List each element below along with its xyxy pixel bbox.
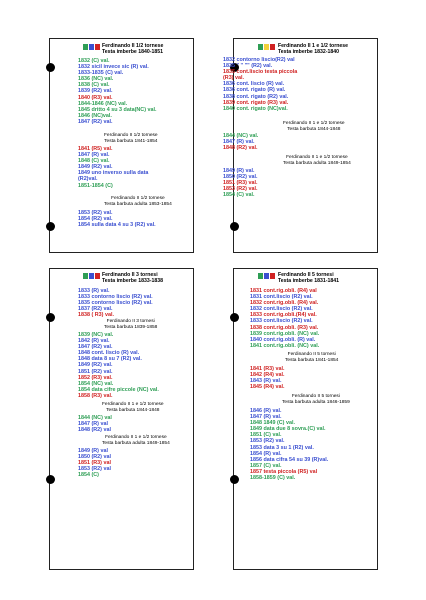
- list-item: 1842 (R) val.: [78, 338, 110, 345]
- binder-hole: [46, 222, 55, 231]
- section-header: Ferdinando II 5 tornesi Testa barbuta adulta 1846-1859: [282, 394, 350, 405]
- card-subtitle: Testa imberbe 1831-1841: [278, 278, 340, 284]
- list-item: 1841 (R3) val.: [250, 366, 285, 372]
- list-item: 1854 (R2) val.: [78, 216, 113, 223]
- section-lines: [250, 366, 284, 390]
- list-item: 1840 cont. rigato (NC)val.: [223, 105, 288, 112]
- section-header: Ferdinando II 1 e 1/2 tornese Testa barbuta adulta 1849-1854: [283, 155, 351, 166]
- card-title: Ferdinando II 5 tornesi: [278, 272, 334, 278]
- list-item: 1846 (NC)val.: [78, 112, 112, 119]
- list-item: 1847 (R) val.: [250, 414, 282, 421]
- list-item: 1851-1854 (C): [78, 182, 113, 189]
- binder-hole: [46, 475, 55, 484]
- list-item: 1838 (C) val.: [78, 82, 110, 89]
- binder-hole: [46, 63, 55, 72]
- list-item: 1833 cont.liscio (R2) val.: [250, 318, 313, 325]
- section-lines: [223, 57, 297, 112]
- list-item: 1833 (R) val.: [78, 288, 110, 294]
- card-half-tornese: [49, 38, 194, 253]
- binder-hole: [46, 313, 55, 322]
- list-item: 1848 (R2) val.: [223, 145, 258, 152]
- list-item: 1833 contorno liscio (R2) val.: [78, 294, 153, 301]
- section-header: Ferdinando II 1/2 tornese Testa barbuta adulta 1853-1854: [104, 196, 172, 207]
- list-item: 1835 contorno liscio (R2) val.: [78, 300, 153, 307]
- list-item: 1841 (R5) val.: [78, 146, 113, 152]
- flag-icon: [83, 273, 100, 279]
- list-item: 1857 testa piccola (R5) val: [250, 468, 318, 475]
- list-item: 1836 (NC) val.: [78, 76, 114, 83]
- list-item: 1844 (NC) val: [78, 415, 112, 421]
- section-header: Ferdinando II 1/2 tornese Testa barbuta 1841-1854: [104, 133, 158, 144]
- list-item: 1839 cont.rig.obli. (NC) val.: [250, 330, 320, 337]
- list-item: 1831 cont.liscio (R2) val.: [250, 294, 313, 301]
- list-item: 1840 cont.rig.obli. (R) val.: [250, 336, 316, 343]
- list-item: 1839 cont. rigato (R3) val.: [223, 99, 289, 106]
- list-item: 1836 cont. rigato (R) val.: [223, 87, 286, 94]
- list-item: 1843 (R) val.: [250, 378, 282, 385]
- list-item: 1845 (R4) val.: [250, 384, 285, 391]
- list-item: 1849 (R) val: [78, 448, 108, 454]
- list-item: 1840 (R3) val.: [78, 94, 113, 101]
- list-item: 1851 (R3) val: [78, 460, 111, 467]
- list-item: 1853 (R2) val.: [250, 438, 285, 445]
- card-subtitle: Testa imberbe 1840-1851: [102, 49, 164, 55]
- card-subtitle: Testa imberbe 1832-1840: [278, 49, 340, 55]
- list-item: 1837 (R2) val.: [78, 306, 113, 313]
- section-lines: [223, 133, 258, 151]
- list-item: 1848 (C) val.: [78, 158, 110, 165]
- list-item: 1833-1835 (C) val.: [78, 70, 124, 77]
- list-item: 1851 (R2) val.: [78, 368, 113, 375]
- list-item: 1847 (R) val.: [223, 139, 255, 146]
- list-item: 1841 cont.rig.obli. (NC) val.: [250, 342, 320, 349]
- list-item: 1849 (R2) val.: [78, 362, 113, 369]
- list-item: 1849 uno inverso sulla data: [78, 170, 149, 177]
- section-lines: [78, 332, 159, 399]
- list-item: 1854 data cifre piccole (NC) val.: [78, 386, 159, 393]
- section-lines: [78, 448, 111, 478]
- list-item: 1858 (R3) val.: [78, 392, 113, 399]
- list-item: 1847 (R2) val.: [78, 118, 113, 125]
- list-item: 1839 (R2) val.: [78, 88, 113, 95]
- list-item: 1851 (R3) val.: [223, 180, 258, 187]
- list-item: 1833 cont.rig.obli.(R4) val.: [250, 312, 317, 319]
- list-item: 1842 (R4) val.: [250, 372, 285, 379]
- list-item: 1836 cont. liscio (R) val.: [223, 81, 285, 88]
- section-header: Ferdinando II 1 e 1/2 tornese Testa barbuta 1844-1848: [283, 121, 345, 132]
- list-item: 1844 (NC) val.: [223, 133, 259, 139]
- list-item: 1832 sicil invece sic (R) val.: [78, 64, 149, 71]
- section-header: Ferdinando II 1 e 1/2 tornese Testa barbuta adulta 1849-1854: [102, 435, 170, 446]
- list-item: 1839 (NC) val.: [78, 332, 114, 338]
- list-item: 1847 (R2) val.: [78, 344, 113, 351]
- list-item: 1831 cont.rig.obli. (R4) val: [250, 288, 317, 294]
- list-item: 1848 1849 (C) val.: [250, 420, 295, 427]
- card-title: Ferdinando II 1/2 tornese: [102, 43, 164, 49]
- card-title: Ferdinando II 3 tornesi: [102, 272, 158, 278]
- card-title: Ferdinando II 1 e 1/2 tornese: [278, 43, 349, 49]
- section-lines: [250, 408, 328, 481]
- list-item: 1847 (R) val: [78, 421, 108, 428]
- list-item: (R3) val.: [223, 75, 244, 82]
- list-item: 1853 (R2) val.: [223, 186, 258, 193]
- section-lines: [78, 288, 153, 318]
- list-item: 1846 (R) val.: [250, 408, 282, 414]
- list-item: 1858-1859 (C) val.: [250, 475, 296, 482]
- list-item: 1852 (R3) val.: [78, 374, 113, 381]
- list-item: 1856 data cifra 54 su 39 (R)val.: [250, 456, 329, 463]
- binder-hole: [230, 475, 239, 484]
- list-item: 1848 (R2) val: [78, 427, 111, 434]
- list-item: 1832 contorno liscio(R2) val: [223, 57, 295, 63]
- list-item: 1835 " " "" (R2) val.: [223, 63, 273, 70]
- list-item: 1848 cont. liscio (R) val.: [78, 350, 140, 357]
- list-item: 1849 (R) val.: [223, 168, 255, 174]
- list-item: 1850 (R2) val: [78, 454, 111, 461]
- list-item: 1838 cont.rig.obli. (R3) val.: [250, 324, 319, 331]
- list-item: 1838 cont. rigato (R2) val.: [223, 93, 289, 100]
- card-subtitle: Testa imberbe 1833-1838: [102, 278, 164, 284]
- list-item: 1854 (C): [78, 472, 99, 479]
- list-item: 1849 data due 8 sovra.(C) val.: [250, 426, 326, 433]
- section-header: Ferdinando II 3 tornesi Testa barbuta 1839-1858: [104, 319, 158, 330]
- section-lines: [78, 415, 112, 433]
- section-header: Ferdinando II 1 e 1/2 tornese Testa barbuta 1844-1848: [102, 402, 164, 413]
- list-item: 1845 dritto 4 su 3 data(NC) val.: [78, 106, 157, 113]
- list-item: 1854 sulla data 4 su 3 (R2) val.: [78, 222, 156, 229]
- list-item: 1853 (R2) val: [78, 466, 111, 473]
- list-item: 1844-1846 (NC) val.: [78, 100, 128, 107]
- section-lines: [250, 288, 319, 349]
- section-header: Ferdinando II 5 tornesi Testa barbuta 1841-1854: [285, 352, 339, 363]
- list-item: 1832 cont.rig.obli. (R4) val.: [250, 300, 319, 307]
- list-item: 1832 cont.liscio (R2) val.: [250, 306, 313, 313]
- list-item: 1854 (R) val.: [250, 450, 282, 457]
- section-lines: [78, 210, 156, 228]
- section-lines: [78, 58, 157, 125]
- list-item: (R2)val.: [78, 176, 98, 183]
- list-item: 1849 (R2) val.: [78, 164, 113, 171]
- list-item: 1847 (R) val.: [78, 152, 110, 159]
- list-item: 1853 (R2) val.: [78, 210, 113, 216]
- list-item: 1854 (NC) val.: [78, 380, 114, 387]
- section-lines: [223, 168, 257, 198]
- list-item: 1848 data 8 su 7 (R2) val.: [78, 356, 142, 363]
- list-item: 1850 (R2) val.: [223, 174, 258, 181]
- binder-hole: [230, 313, 239, 322]
- list-item: 1838 ( R3) val.: [78, 312, 114, 319]
- section-lines: [78, 146, 148, 189]
- list-item: 1853 data 3 su 1 (R2) val.: [250, 444, 314, 451]
- list-item: 1854 (C) val.: [223, 192, 255, 199]
- flag-icon: [83, 44, 100, 50]
- list-item: 1851 (C) val.: [250, 432, 282, 439]
- list-item: 1832 (C) val.: [78, 58, 110, 64]
- list-item: 1857 (C) val.: [250, 462, 282, 469]
- flag-icon: [258, 273, 275, 279]
- list-item: 1835 cont.liscio testa piccola: [223, 69, 298, 76]
